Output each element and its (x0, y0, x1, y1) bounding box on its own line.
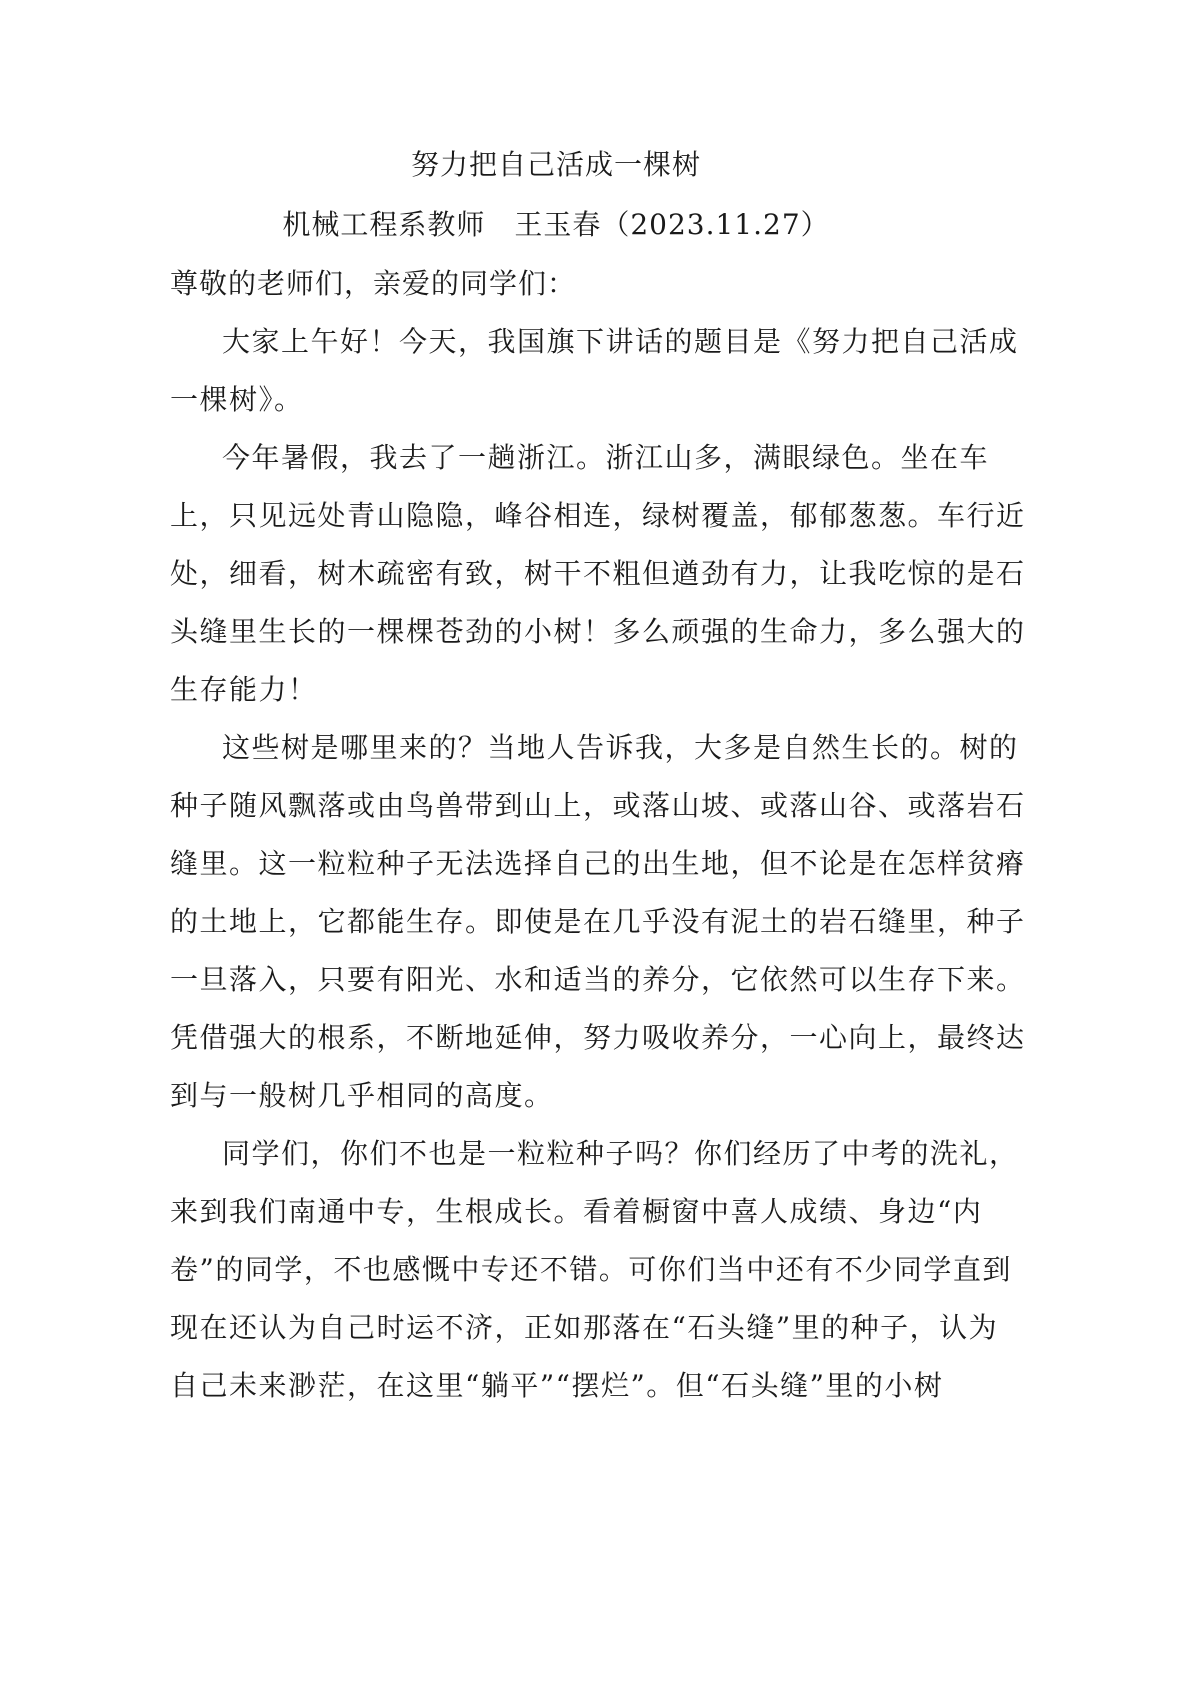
paragraph-line: 自己未来渺茫，在这里“躺平”“摆烂”。但“石头缝”里的小树 (170, 1369, 944, 1402)
document-byline: 机械工程系教师 王玉春（2023.11.27） (282, 208, 830, 241)
paragraph-line: 的土地上，它都能生存。即使是在几乎没有泥土的岩石缝里，种子 (170, 905, 1026, 938)
paragraph-line: 来到我们南通中专，生根成长。看着橱窗中喜人成绩、身边“内 (170, 1195, 983, 1228)
paragraph-line: 到与一般树几乎相同的高度。 (170, 1079, 554, 1112)
paragraph-line: 大家上午好！今天，我国旗下讲话的题目是《努力把自己活成 (222, 325, 1019, 358)
paragraph-line: 上，只见远处青山隐隐，峰谷相连，绿树覆盖，郁郁葱葱。车行近 (170, 499, 1026, 532)
paragraph-line: 现在还认为自己时运不济，正如那落在“石头缝”里的种子，认为 (170, 1311, 999, 1344)
paragraph-line: 一棵树》。 (170, 383, 304, 416)
document-title: 努力把自己活成一棵树 (410, 148, 701, 181)
paragraph-line: 头缝里生长的一棵棵苍劲的小树！多么顽强的生命力，多么强大的 (170, 615, 1026, 648)
paragraph-line: 生存能力！ (170, 673, 318, 706)
paragraph-line: 一旦落入，只要有阳光、水和适当的养分，它依然可以生存下来。 (170, 963, 1026, 996)
paragraph-line: 卷”的同学，不也感慨中专还不错。可你们当中还有不少同学直到 (170, 1253, 1012, 1286)
paragraph-line: 这些树是哪里来的？当地人告诉我，大多是自然生长的。树的 (222, 731, 1019, 764)
paragraph-line: 凭借强大的根系，不断地延伸，努力吸收养分，一心向上，最终达 (170, 1021, 1026, 1054)
paragraph-line: 今年暑假，我去了一趟浙江。浙江山多，满眼绿色。坐在车 (222, 441, 990, 474)
greeting-line: 尊敬的老师们，亲爱的同学们： (170, 267, 577, 300)
paragraph-line: 处，细看，树木疏密有致，树干不粗但遒劲有力，让我吃惊的是石 (170, 557, 1026, 590)
paragraph-line: 同学们，你们不也是一粒粒种子吗？你们经历了中考的洗礼， (222, 1137, 1019, 1170)
paragraph-line: 缝里。这一粒粒种子无法选择自己的出生地，但不论是在怎样贫瘠 (170, 847, 1026, 880)
paragraph-line: 种子随风飘落或由鸟兽带到山上，或落山坡、或落山谷、或落岩石 (170, 789, 1026, 822)
